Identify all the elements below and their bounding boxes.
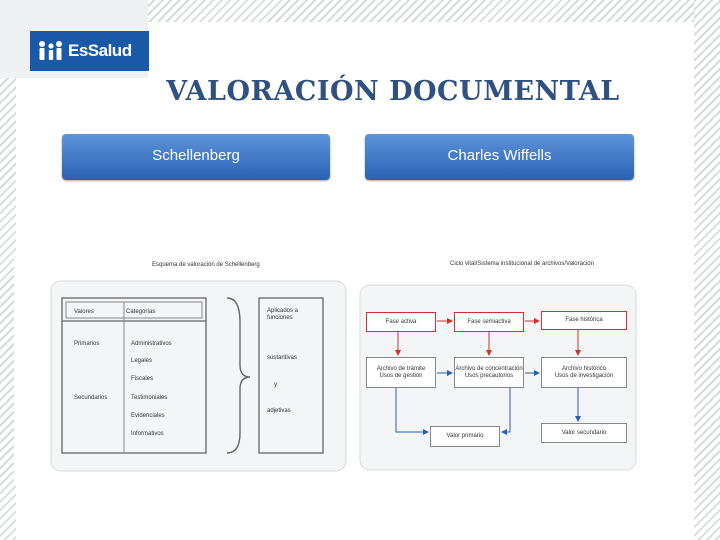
applied-item: y	[274, 382, 277, 388]
tab-label: Schellenberg	[152, 146, 240, 164]
archive-line: Usos de investigación	[554, 372, 614, 379]
phase-box: Fase activa	[366, 312, 436, 332]
category-item: Testimoniales	[131, 395, 168, 401]
value-primary-box: Valor primario	[430, 426, 500, 447]
category-item: Administrativos	[131, 341, 172, 347]
header-categories: Categorías	[126, 309, 156, 315]
archive-box	[454, 357, 524, 388]
header-values: Valores	[74, 309, 94, 315]
wiffells-diagram	[356, 257, 646, 485]
archive-box	[366, 357, 436, 388]
schellenberg-diagram	[14, 257, 358, 485]
archive-line: Archivo histórico	[561, 365, 606, 372]
tab-schellenberg[interactable]	[62, 134, 330, 180]
archive-line: Usos de gestión	[379, 372, 423, 379]
archive-line: Archivo de concentración	[455, 365, 523, 372]
essalud-logo	[30, 31, 149, 71]
phase-box: Fase semiactiva	[454, 312, 524, 332]
diagram-caption: Ciclo vital/Sistema institucional de archivos/Valoración	[450, 261, 594, 267]
applied-header: Aplicados a funciones	[267, 308, 299, 322]
value-primary: Primarios	[74, 341, 100, 347]
applied-item: sustantivas	[267, 355, 298, 361]
tab-charles-wiffells[interactable]	[365, 134, 634, 180]
phase-box: Fase histórica	[541, 311, 627, 330]
archive-line: Archivo de trámite	[376, 365, 426, 372]
category-item: Fiscales	[131, 376, 154, 382]
category-item: Legales	[131, 358, 153, 364]
family-icon	[38, 40, 64, 62]
tab-label: Charles Wiffells	[447, 146, 552, 164]
value-secondary-box: Valor secundario	[541, 423, 627, 443]
diagram-caption: Esquema de valoración de Schellenberg	[152, 262, 260, 268]
archive-box	[541, 357, 627, 388]
value-secondary: Secundarios	[74, 395, 108, 401]
category-item: Evidenciales	[131, 413, 165, 419]
logo-text: EsSalud	[68, 41, 132, 60]
schellenberg-frame	[14, 257, 358, 485]
archive-line: Usos precautorios	[464, 372, 514, 379]
applied-item: adjetivas	[267, 408, 291, 414]
page-title: VALORACIÓN DOCUMENTAL	[166, 76, 620, 107]
category-item: Informativos	[131, 431, 164, 437]
